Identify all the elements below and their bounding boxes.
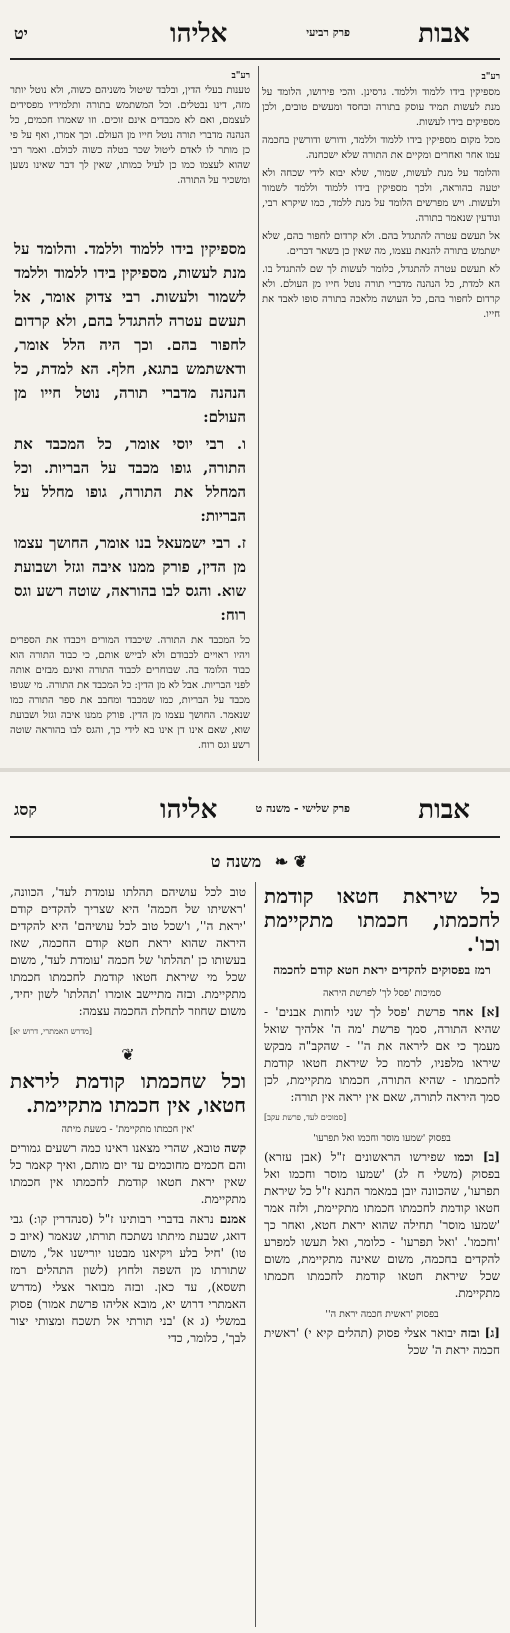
ornament-icon: ❦ [121,1045,135,1064]
paragraph-label: [ג] ובזה [460,1326,500,1340]
mishnah-label: משנה ט [210,852,262,871]
subsection-title: בפסוק 'ראשית חכמה יראת ה'' [325,1309,439,1320]
paragraph-c [264,1325,500,1359]
mishnah-6-text: רבי יוסי אומר, כל המכבד את התורה, גופו מכבד על הבריות. וכל המחלל את התורה, גופו מחלל על הבריות: [14,435,246,525]
commentary-paragraph: והלומד על מנת לעשות, שמור, שלא יבוא לידי שכחה ולא יטעה בהוראה, ולכך מספיקין בידו ללמוד וללמד לשמור ולעשות. ויש מפרשים הלומד על מנת ללמד, כמו שיקרא רבי, ונודעין שנאמר בתורה. [262,168,500,224]
paragraph-e [10,1211,246,1347]
header-rule [10,58,500,60]
top-left-column [10,70,250,760]
bottom-page [0,772,510,1633]
mishnah-title [0,852,510,872]
commentary-paragraph: טענות בעלי הדין, ובלבד שיטול משניהם כשוה, ולא נוטל יותר מזה, דינו נבטלים. וכל המשתמש בתורה ותלמידיו מפסידים לעצמם, ואם לא מכבדים אינם זוכים. וזו שאמרו חכמים, כל הנהנה מדברי תורה נוטל חייו מן העולם. וכך אמרו, ואף על פי כן מותר לו לאדם ליטול שכר בטלה כשוה לכולם. ואמר רבי שהוא לעצמו כמו כן לעיל כמותו, שאין לך דבר שאינו נשען ומשכיר על התורה. [10,85,250,186]
paragraph-label: אמנם [219,1212,246,1226]
ornament-icon: ❦ ❧ [274,852,308,871]
paragraph-text: טוב לכל עושיהם תהלתו עומדת לעד', הכוונה, 'ראשיתו של חכמה' היא שצריך להקדים קודם 'יראת ה'', ו'שכל טוב לכל עושיהם' היא להקדים היראה שהוא יראת חטא קודם החכמה, שאז בעשותו כן 'תהלתו' של חכמה 'עומדת לעד', משום שכל מי שיראת חטאו קודמת לחכמתו חכמתו מתקיימת. ובזה מתיישב אומרו 'תהלתו' לשון יחיד, משום שחוזר לתחלת החכמה עצמה: [10,885,246,1018]
paragraph-label: קשה [224,1141,246,1155]
header-subtitle: פרק שלישי - משנה ט [255,802,350,815]
mishnah-7: ז. רבי ישמעאל בנו אומר, החושך עצמו מן הדין, פורק ממנו איבה וגזל ושבועת שוא. והגס לבו בהוראה, שוטה רשע וגס רוח: [14,534,246,624]
section-title: רמז בפסוקים להקדים יראת חטא קודם לחכמה [273,963,491,977]
paragraph-text: פרשת 'פסל לך שני לוחות אבנים' - שהיא התורה, סמך פרשת 'מה ה' אלהיך שואל מעמך כי אם ליראה את ה'' - שהקב"ה מבקש שיראו מלפניו, לרמוז כל שיראת חטאו קודמת לחכמתו - שהיא התורה, חכמתו מתקיימת, לכן סמך היראה לתורה, שאם אין יראה אין תורה: [264,1005,500,1104]
paragraph-text: יבואר אצלי פסוק (תהלים קיא י) 'ראשית חכמה יראת ה' שכל [264,1326,500,1357]
subsection-title: בפסוק 'שמעו מוסר וחכמו ואל תפרעו' [313,1133,451,1144]
mishnah-quote: וכל שחכמתו קודמת ליראת חטאו, אין חכמתו מתקיימת. [10,1069,246,1117]
paragraph-d [10,1140,246,1208]
paragraph-label: [ב] וכמו [454,1150,500,1164]
paragraph-label: [א] אחר [452,1005,500,1019]
bottom-left-column [10,884,246,1629]
paragraph-a [264,1004,500,1106]
header-rule [10,836,500,838]
commentary-paragraph: אל תעשם עטרה להתגדל בהם. ולא קרדום לחפור בהם, שלא ישתמש בתורה להנאת עצמו, מה שאין כן בשאר דברים. [262,231,500,257]
paragraph-text: שפירשו הראשונים ז"ל (אבן עזרא) בפסוק (משלי ח לג) 'שמעו מוסר וחכמו ואל תפרעו', שהכוונה יובן במאמר התנא ז"ל כל שיראת חטאו קודמת לחכמתו חכמתו מתקיימת, ולזה אמר 'שמעו מוסר' תחילה שהוא יראת חטא, ואחר כך 'וחכמו'. 'ואל תפרעו' - כלומר, ואל תעשו למפרע להקדים בחכמה, משום שאינה מתקיימת, משום שכל שיראת חטאו קודמת לחכמתו חכמתו מתקיימת. [264,1150,500,1300]
bottom-right-column [264,884,500,1629]
header-subtitle: פרק רביעי [306,26,350,39]
header-title-right: אבות [418,19,470,49]
column-divider [255,882,256,1627]
column-divider [258,66,259,761]
commentary-paragraph: מכל מקום מספיקין בידו ללמוד וללמד, ודורש ודורשין בחכמה עמו אחר ואחרים ומקיים את התורה שלא ישכחנה. [262,135,500,161]
source-citation: [סמוכים לעד, פרשת עקב] [264,1113,347,1122]
paragraph-b [264,1149,500,1302]
page-number: יט [14,24,28,43]
bottom-page-header [10,790,500,830]
paragraph-text: טובא, שהרי מצאנו ראינו כמה רשעים גמורים והם חכמים מחוכמים עד יום מותם, ואיך קאמר כל שאין יראת חטאו קודמת לחכמתו אין חכמתו מתקיימת. [10,1141,246,1206]
source-citation: [מדרש האמתרי, דרוש יא] [10,1027,93,1036]
subsection-title: 'אין חכמתו מתקיימת' - בשעת מיתה [61,1124,195,1135]
mishnah-block [14,237,246,627]
mishnah-text: מספיקין בידו ללמוד וללמד. והלומד על מנת לעשות, מספיקין בידו ללמוד וללמד לשמור ולעשות. רבי צדוק אומר, אל תעשם עטרה להתגדל בהם, ולא קרדום לחפור בהם. וכך היה הלל אומר, ודאשתמש בתגא, חלף. הא למדת, כל הנהנה מדברי תורה, נוטל חייו מן העולם: [14,240,246,426]
mishnah-6: ו. רבי יוסי אומר, כל המכבד את התורה, גופו מכבד על הבריות. וכל המחלל את התורה, גופו מחלל על הבריות: [14,435,246,525]
commentary-paragraph: כל המכבד את התורה. שיכבדו המורים ויכבדו את הספרים ויהיו ראויים לכבודם ולא לבייש אותם, כי כבוד התורה הוא כבוד הלומד בה. שבוחרים לכבוד התורה ואינם מבזים אותה לפני הבריות. אבל לא מן הדין: כל המכבד את התורה. מי שגופו מכבד על הבריות, כמו שמכבד ומחבב את ספר התורה כמו שנאמר. החושך עצמו מן הדין. פורק ממנו איבה וגזל ושבועת שוא, שאם אינו דן אינו בא לידי כך, והגס לבו בהוראה שוטה רשע וגס רוח. [10,635,250,751]
header-title-left: אליהו [160,795,218,825]
top-page-header [10,14,500,54]
top-right-column [262,70,500,760]
page-number: קסג [14,800,37,819]
mishnah-7-text: רבי ישמעאל בנו אומר, החושך עצמו מן הדין, פורק ממנו איבה וגזל ושבועת שוא. והגס לבו בהוראה, שוטה רשע וגס רוח: [14,534,246,624]
header-title-left: אליהו [170,19,228,49]
rav-label: רע"ב [481,72,500,82]
header-title-right: אבות [418,795,470,825]
paragraph-text: נראה בדברי רבותינו ז"ל (סנהדרין קו:) גבי דואג, שבעת מיתתו נשתכח תורתו, שנאמר (איוב כ טו) 'חיל בלע ויקיאנו מבטנו יורישנו אל', משום שתורתו מן השפה ולחוץ (לשון התהלים רמז תשסא), עד כאן. ובזה מבואר אצלי (מדרש האמתרי דרוש יא, מובא אליהו פרשת אמור) פסוק במשלי (ג א) 'בני תורתי אל תשכח ומצותי יצור לבך', כלומר, כדי [10,1212,246,1345]
top-page [0,0,510,768]
commentary-paragraph: מספיקין בידו ללמוד וללמד. גרסינן. והכי פירושו, הלומד על מנת לעשות תמיד עוסק בתורה ובחסד ומעשים טובים, ולכן מספיקים בידו לעשות. [262,87,500,128]
commentary-paragraph: לא תעשם עטרה להתגדל, כלומר לעשות לך שם להתגדל בו. הא למדת, כל הנהנה מדברי תורה נוטל חייו מן העולם. ולא קרדום לחפור בהם, כל העושה מלאכה בתורה סופו לאבד את חייו. [262,264,500,320]
subsection-title: סמיכות 'פסל לך' לפרשת היראה [322,988,442,999]
mishnah-quote: כל שיראת חטאו קודמת לחכמתו, חכמתו מתקיימת וכו'. [264,884,500,956]
rav-label: רע"ב [231,71,250,81]
